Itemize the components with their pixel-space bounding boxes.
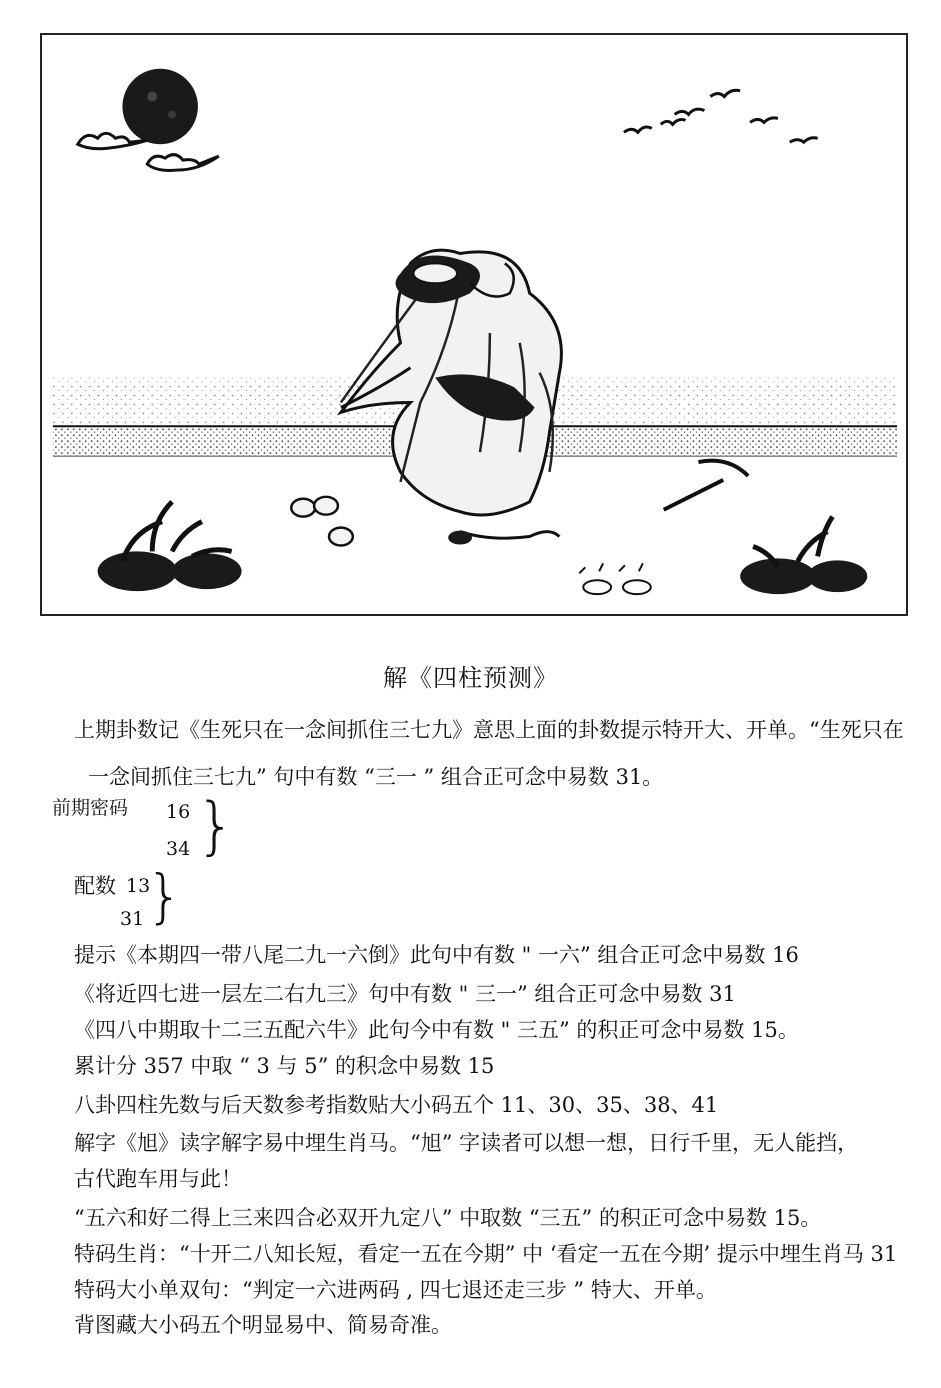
brace-shape: }: [196, 789, 236, 862]
illustration-frame: [40, 33, 908, 616]
intro-line-2: 一念间抓住三七九” 句中有数 “三一 ” 组合正可念中易数 31。: [88, 765, 664, 789]
hint-line: 解字《旭》读字解字易中埋生肖马。“旭” 字读者可以想一想，日行千里，无人能挡，: [74, 1131, 859, 1155]
hint-line: 《四八中期取十二三五配六牛》此句今中有数 " 三五” 的积正可念中易数 15。: [74, 1018, 799, 1042]
ink-illustration: [42, 35, 906, 614]
fruit-group: [291, 497, 353, 546]
previous-code-value: 16: [166, 801, 191, 823]
shrub-left: [98, 502, 242, 591]
hint-line: 提示《本期四一带八尾二九一六倒》此句中有数 " 一六” 组合正可念中易数 16: [74, 943, 799, 967]
hint-line: 特码大小单双句：“判定一六进两码 , 四七退还走三步 ” 特大、开单。: [74, 1278, 717, 1302]
hint-line: 《将近四七进一层左二右九三》句中有数 " 三一” 组合正可念中易数 31: [74, 982, 736, 1006]
cloud-shape: [147, 155, 219, 171]
hint-line: 累计分 357 中取 “ 3 与 5” 的积念中易数 15: [74, 1054, 495, 1078]
previous-code-value: 34: [166, 838, 191, 860]
brace-shape: }: [146, 862, 183, 930]
stones-group: [579, 563, 651, 594]
pairing-label: 配数: [74, 874, 116, 898]
hint-line: “五六和好二得上三来四合必双开九定八” 中取数 “三五” 的积正可念中易数 15。: [74, 1206, 822, 1230]
hint-line: 八卦四柱先数与后天数参考指数贴大小码五个 11、30、35、38、41: [74, 1093, 719, 1117]
sickle-shape: [664, 461, 748, 510]
previous-codes-label: 前期密码: [52, 797, 129, 819]
hint-line: 背图藏大小码五个明显易中、简易奇准。: [74, 1313, 452, 1337]
page-title: 解《四柱预测》: [383, 664, 558, 692]
birds-group: [624, 90, 818, 142]
figure-shape: [341, 250, 561, 544]
pairing-value: 13: [126, 875, 151, 897]
hint-line: 特码生肖：“十开二八知长短，看定一五在今期” 中 ‘看定一五在今期’ 提示中埋生肖马 31: [74, 1242, 898, 1266]
pairing-value: 31: [120, 908, 145, 930]
intro-line-1: 上期卦数记《生死只在一念间抓住三七九》意思上面的卦数提示特开大、开单。“生死只在: [74, 718, 904, 742]
sun-shape: [122, 69, 197, 144]
shrub-right: [740, 517, 867, 594]
hint-line: 古代跑车用与此！: [74, 1167, 242, 1191]
